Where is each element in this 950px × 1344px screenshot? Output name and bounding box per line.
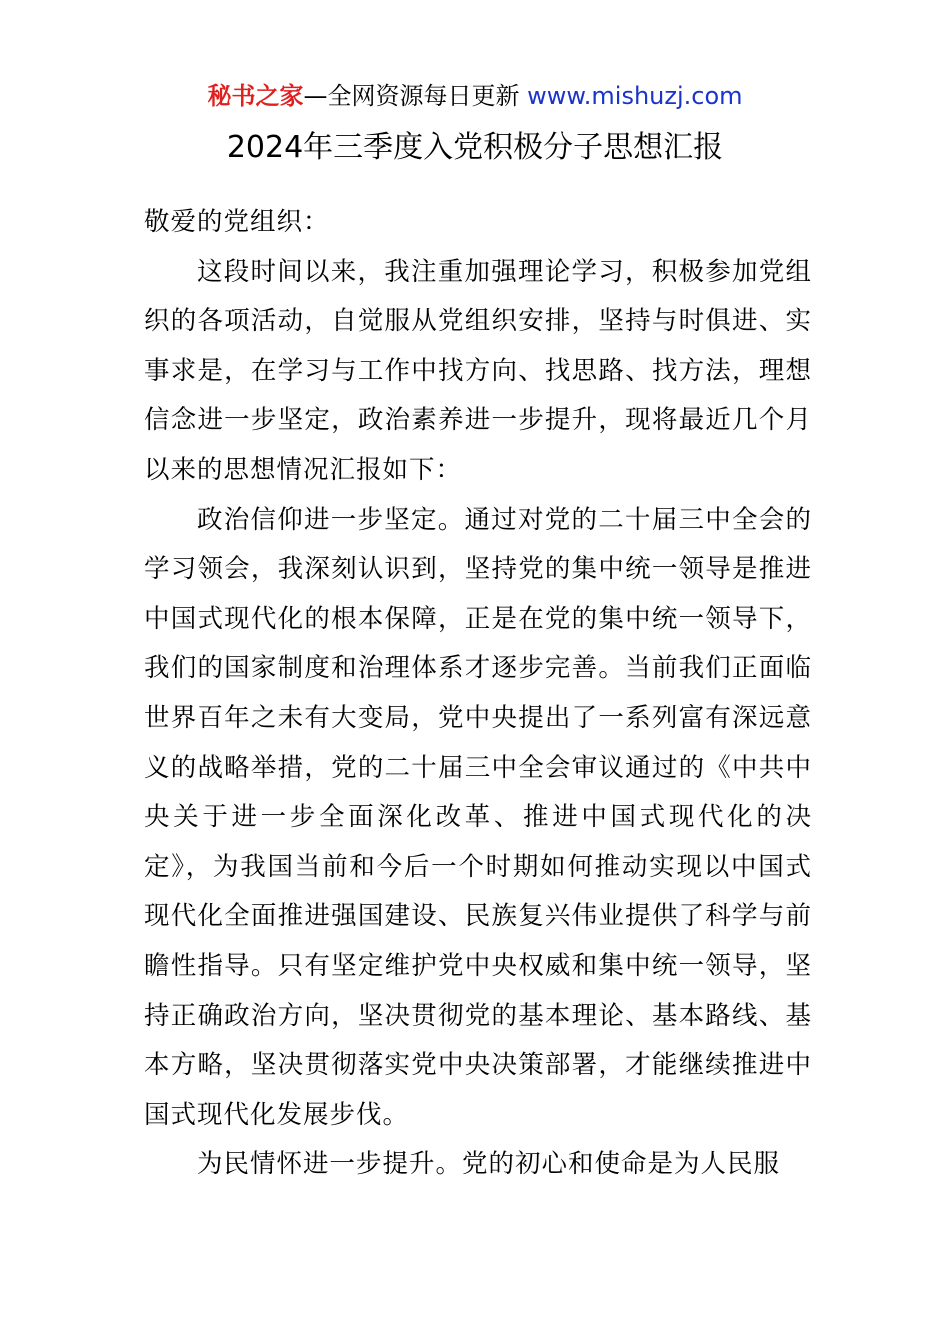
document-title: 2024年三季度入党积极分子思想汇报 (226, 130, 724, 165)
paragraph-political-belief: 政治信仰进一步坚定。通过对党的二十届三中全会的学习领会，我深刻认识到，坚持党的集中统一领导是推进中国式现代化的根本保障，正是在党的集中统一领导下，我们的国家制度和治理体系才逐步完善。当前我们正面临世界百年之未有大变局，党中央提出了一系列富有深远意义的战略举措，党的二十届三中全会审议通过的《中共中央关于进一步全面深化改革、推进中国式现代化的决定》，为我国当前和今后一个时期如何推动实现以中国式现代化全面推进强国建设、民族复兴伟业提供了科学与前瞻性指导。只有坚定维护党中央权威和集中统一领导，坚持正确政治方向，坚决贯彻党的基本理论、基本路线、基本方略，坚决贯彻落实党中央决策部署，才能继续推进中国式现代化发展步伐。 (144, 504, 812, 1130)
document-body (144, 198, 812, 1190)
paragraph-people-sentiment: 为民情怀进一步提升。党的初心和使命是为人民服 (197, 1149, 781, 1180)
paragraph-intro: 这段时间以来，我注重加强理论学习，积极参加党组织的各项活动，自觉服从党组织安排，坚持与时俱进、实事求是，在学习与工作中找方向、找思路、找方法，理想信念进一步坚定，政治素养进一步提升，现将最近几个月以来的思想情况汇报如下： (144, 256, 812, 485)
salutation: 敬爱的党组织： (144, 207, 330, 237)
site-header (0, 78, 950, 114)
brand-name: 秘书之家 (207, 82, 304, 110)
site-slogan: —全网资源每日更新 (303, 82, 528, 110)
site-url-link[interactable]: www.mishuzj.com (527, 82, 743, 110)
